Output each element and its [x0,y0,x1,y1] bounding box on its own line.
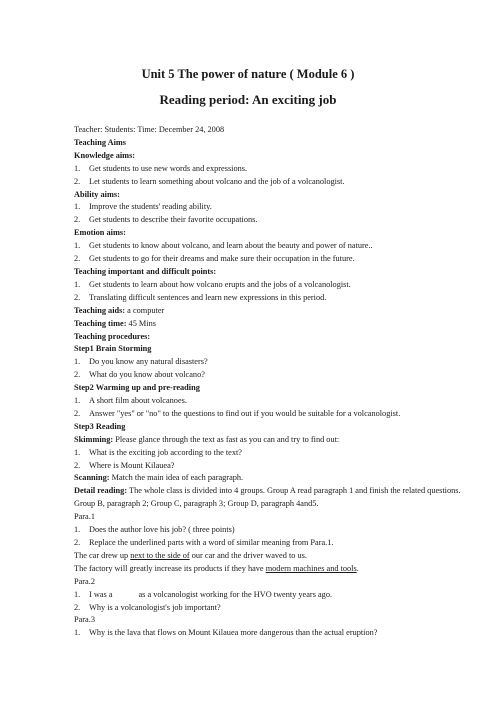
list-item: 2. Translating difficult sentences and learn new expressions in this period. [74,292,327,302]
underlined-phrase: modern machines and tools [265,563,357,573]
step3-heading: Step3 Reading [74,421,126,431]
para2-label: Para.2 [74,576,95,586]
list-item: 1. A short film about volcanoes. [74,396,187,406]
example-sentence: The car drew up next to the side of our car and the driver waved to us. [74,550,307,560]
example-sentence: The factory will greatly increase its products if they have modern machines and tools. [74,563,359,573]
list-item: 2. Get students to go for their dreams and make sure their occupation in the future. [74,254,355,264]
teaching-aims-heading: Teaching Aims [74,137,127,147]
teaching-time-line: Teaching time: 45 Mins [74,318,156,328]
list-item: 2. Where is Mount Kilauea? [74,460,175,470]
list-item: 1. Get students to use new words and expressions. [74,163,248,173]
important-points-heading: Teaching important and difficult points: [74,266,217,276]
underlined-phrase: next to the side of [130,550,190,560]
list-item: 1. What is the exciting job according to the text? [74,447,242,457]
list-item: 2. Let students to learn something about volcano and the job of a volcanologist. [74,176,345,186]
knowledge-aims-heading: Knowledge aims: [74,150,136,160]
list-item: 1. I was a as a volcanologist working for the HVO twenty years ago. [74,589,333,599]
scanning-line: Scanning: Match the main idea of each paragraph. [74,473,244,483]
para3-label: Para.3 [74,615,95,625]
list-item: 2. Get students to describe their favorite occupations. [74,215,258,225]
para1-label: Para.1 [74,512,95,522]
list-item: 2. What do you know about volcano? [74,370,205,380]
ability-aims-heading: Ability aims: [74,189,120,199]
list-item: 1. Does the author love his job? ( three points) [74,525,235,535]
list-item: 2. Replace the underlined parts with a word of similar meaning from Para.1. [74,538,334,547]
list-item: 1. Do you know any natural disasters? [74,357,208,367]
list-item: 2. Why is a volcanologist's job important? [74,602,221,612]
list-item: 2. Answer "yes" or "no" to the questions to find out if you would be suitable for a volcanologist. [74,408,401,418]
emotion-aims-heading: Emotion aims: [74,228,126,238]
procedures-heading: Teaching procedures: [74,331,151,341]
list-item: 1. Get students to know about volcano, and learn about the beauty and power of nature.. [74,241,373,251]
skimming-line: Skimming: Please glance through the text as fast as you can and try to find out: [74,434,340,444]
list-item: 1. Get students to learn about how volcano erupts and the jobs of a volcanologist. [74,279,351,289]
info-line: Teacher: Students: Time: December 24, 2008 [74,125,225,134]
step2-heading: Step2 Warming up and pre-reading [74,383,200,393]
teaching-aids-line: Teaching aids: a computer [74,305,165,315]
detail-reading-paragraph: Detail reading: The whole class is divided into 4 groups. Group A read paragraph 1 and finish the related questions. Group B, paragraph 2; Group C, paragraph 3; Group D, paragraph 4and5. [74,486,461,509]
document-subtitle: Reading period: An exciting job [159,92,337,107]
list-item: 1. Improve the students' reading ability. [74,202,212,212]
lesson-plan-body [74,124,474,640]
document-title: Unit 5 The power of nature ( Module 6 ) [141,67,355,81]
step1-heading: Step1 Brain Storming [74,344,152,354]
list-item: 1. Why is the lava that flows on Mount Kilauea more dangerous than the actual eruption? [74,628,378,638]
